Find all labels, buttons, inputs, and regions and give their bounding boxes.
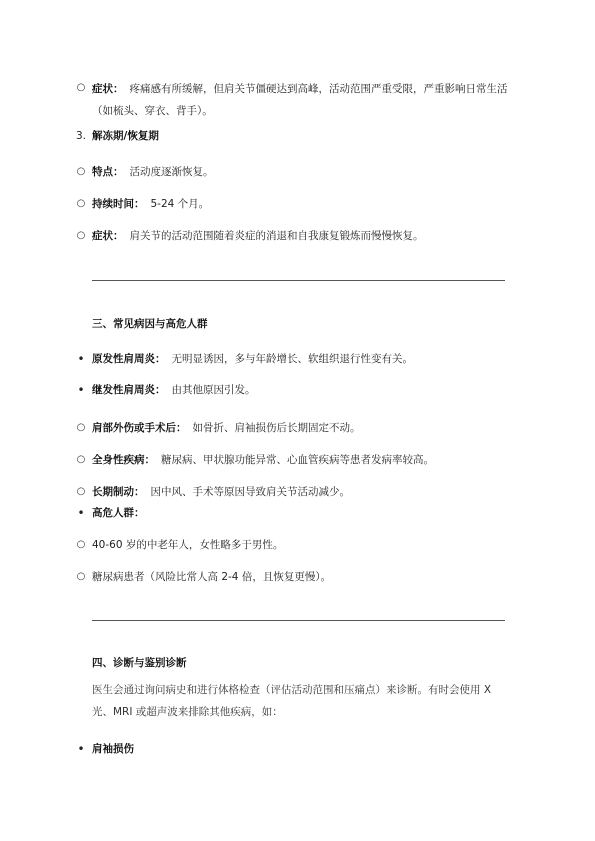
stage-heading <box>74 126 514 146</box>
item-text: 糖尿病、甲状腺功能异常、心血管疾病等患者发病率较高。 <box>161 454 434 466</box>
circle-bullet-icon: ○ <box>76 422 86 433</box>
list-item <box>74 450 514 470</box>
circle-bullet-icon: ○ <box>76 82 86 93</box>
item-label: 全身性疾病： <box>92 454 155 466</box>
circle-bullet-icon: ○ <box>76 198 86 209</box>
item-label: 特点： <box>92 166 124 178</box>
circle-bullet-icon: ○ <box>76 166 86 177</box>
item-text: 活动度逐渐恢复。 <box>129 166 214 178</box>
list-item <box>74 226 514 246</box>
list-item <box>74 482 514 502</box>
item-text: 肩关节的活动范围随着炎症的消退和自我康复锻炼而慢慢恢复。 <box>129 230 424 242</box>
item-text: 如骨折、肩袖损伤后长期固定不动。 <box>192 422 361 434</box>
item-label: 长期制动： <box>92 486 145 498</box>
list-item <box>74 78 514 122</box>
list-item <box>74 567 514 587</box>
item-text: 40-60 岁的中老年人，女性略多于男性。 <box>92 539 284 551</box>
item-text: 因中风、手术等原因导致肩关节活动减少。 <box>150 486 350 498</box>
circle-bullet-icon: ○ <box>76 539 86 550</box>
list-number: 3. <box>75 130 87 142</box>
section-heading: 三、常见病因与高危人群 <box>92 318 208 330</box>
disc-bullet-icon: • <box>77 742 85 756</box>
circle-bullet-icon: ○ <box>76 486 86 497</box>
item-text: 5-24 个月。 <box>150 198 210 210</box>
item-text: 由其他原因引发。 <box>171 384 256 396</box>
stage-title: 解冻期/恢复期 <box>92 130 159 142</box>
item-label: 继发性肩周炎： <box>92 384 166 396</box>
list-item <box>74 535 514 555</box>
item-text: 无明显诱因，多与年龄增长、软组织退行性变有关。 <box>171 353 413 365</box>
item-label: 持续时间： <box>92 198 145 210</box>
section-heading: 四、诊断与鉴别诊断 <box>92 657 187 669</box>
item-label: 症状： <box>92 230 124 242</box>
circle-bullet-icon: ○ <box>76 230 86 241</box>
item-text: 糖尿病患者（风险比常人高 2-4 倍，且恢复更慢）。 <box>92 571 332 583</box>
paragraph: 医生会通过询问病史和进行体格检查（评估活动范围和压痛点）来诊断。有时会使用 X 光、MRI 或超声波来排除其他疾病，如： <box>92 684 492 718</box>
item-label: 肩袖损伤 <box>92 743 134 755</box>
circle-bullet-icon: ○ <box>76 571 86 582</box>
horizontal-divider <box>92 280 505 281</box>
list-item <box>74 739 514 759</box>
horizontal-divider <box>92 620 505 621</box>
disc-bullet-icon: • <box>77 506 85 520</box>
item-label: 症状： <box>92 83 124 95</box>
item-label: 原发性肩周炎： <box>92 353 166 365</box>
list-item <box>74 349 514 369</box>
disc-bullet-icon: • <box>77 383 85 397</box>
item-text: 疼痛感有所缓解，但肩关节僵硬达到高峰，活动范围严重受限，严重影响日常生活（如梳头、穿衣、背手）。 <box>92 83 508 117</box>
list-item <box>74 162 514 182</box>
circle-bullet-icon: ○ <box>76 454 86 465</box>
item-label: 肩部外伤或手术后： <box>92 422 187 434</box>
list-item <box>74 380 514 400</box>
list-item <box>74 418 514 438</box>
list-item <box>74 194 514 214</box>
disc-bullet-icon: • <box>77 352 85 366</box>
item-label: 高危人群： <box>92 507 145 519</box>
list-item <box>74 503 514 523</box>
